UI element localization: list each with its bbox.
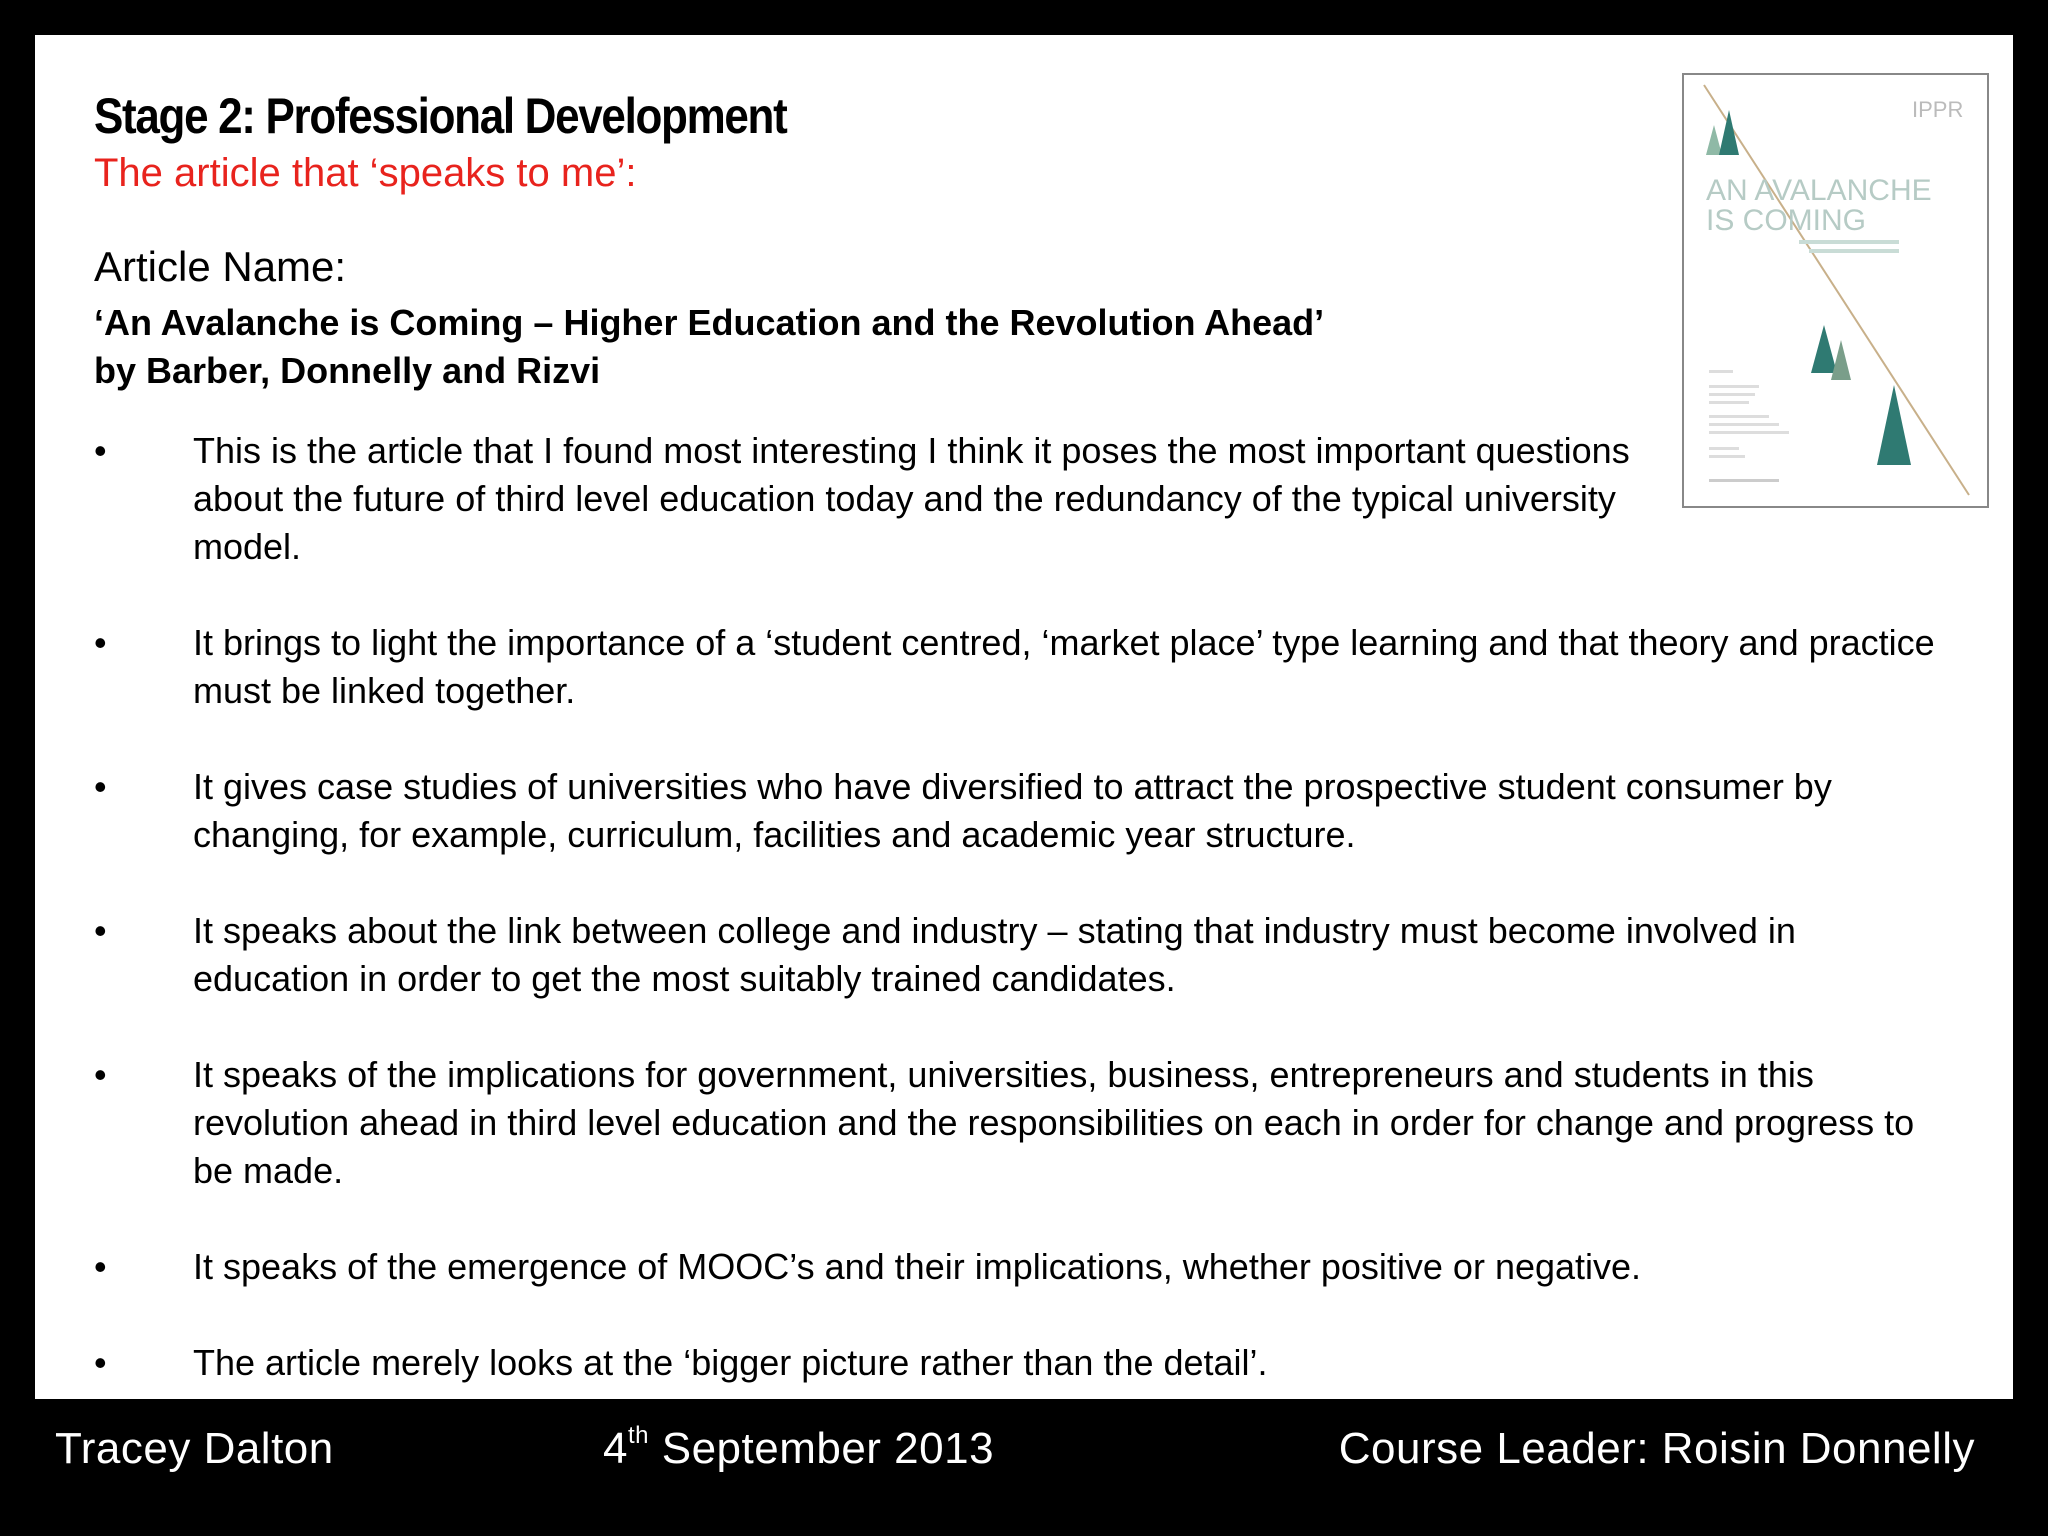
bullet-text: It speaks of the implications for government, universities, business, entrepreneurs and students in this revolution ahead in third level education and the responsibilities on each in order for change and progress to be made. bbox=[193, 1054, 1915, 1191]
cover-illustration bbox=[1684, 75, 1987, 506]
bullet-text: It speaks of the emergence of MOOC’s and their implications, whether positive or negative. bbox=[193, 1246, 1642, 1287]
bullet-item bbox=[94, 1243, 1954, 1291]
bullet-list bbox=[94, 427, 1954, 1387]
footer-date-day: 4 bbox=[603, 1424, 628, 1473]
cover-text-bar bbox=[1709, 423, 1779, 426]
bullet-text: It gives case studies of universities who have diversified to attract the prospective student consumer by changing, for example, curriculum, facilities and academic year structure. bbox=[193, 766, 1832, 855]
bullet-symbol: • bbox=[94, 1342, 107, 1383]
tree-icon bbox=[1831, 340, 1851, 380]
footer-date-suffix: th bbox=[627, 1422, 649, 1449]
footer-author: Tracey Dalton bbox=[55, 1424, 334, 1473]
footer-date bbox=[603, 1424, 994, 1474]
tree-icon bbox=[1811, 325, 1837, 373]
article-label: Article Name: bbox=[94, 243, 347, 290]
article-cover-image bbox=[1682, 73, 1989, 508]
slide-title: Stage 2: Professional Development bbox=[94, 88, 787, 144]
cover-text-bar bbox=[1709, 401, 1749, 404]
cover-text-bar bbox=[1709, 431, 1789, 434]
cover-text-bar bbox=[1709, 385, 1759, 388]
cover-title-line1: AN AVALANCHE bbox=[1706, 174, 1932, 207]
cover-subtitle-bar bbox=[1809, 249, 1899, 253]
cover-text-bar bbox=[1709, 455, 1745, 458]
bullet-text: It brings to light the importance of a ‘student centred, ‘market place’ type learning and that theory and practice must be linked together. bbox=[193, 622, 1935, 711]
cover-publisher: IPPR bbox=[1912, 97, 1964, 122]
footer-course-leader: Course Leader: Roisin Donnelly bbox=[1338, 1424, 1975, 1473]
bullet-item bbox=[94, 427, 1728, 571]
article-name bbox=[94, 299, 1324, 395]
bullet-item bbox=[94, 907, 1954, 1003]
cover-title-line2: IS COMING bbox=[1706, 204, 1867, 237]
bullet-item bbox=[94, 1339, 1954, 1387]
bullet-text: It speaks about the link between college and industry – stating that industry must become involved in education in order to get the most suitably trained candidates. bbox=[193, 910, 1796, 999]
cover-text-bar bbox=[1709, 447, 1739, 450]
bullet-symbol: • bbox=[94, 1054, 107, 1095]
bullet-symbol: • bbox=[94, 430, 107, 471]
cover-text-bar bbox=[1709, 415, 1769, 418]
article-authors: by Barber, Donnelly and Rizvi bbox=[94, 350, 601, 391]
bullet-symbol: • bbox=[94, 766, 107, 807]
slide bbox=[35, 35, 2013, 1399]
bullet-item bbox=[94, 763, 1954, 859]
bullet-item bbox=[94, 1051, 1954, 1195]
bullet-text: The article merely looks at the ‘bigger picture rather than the detail’. bbox=[193, 1342, 1268, 1383]
slide-subtitle: The article that ‘speaks to me’: bbox=[94, 151, 637, 195]
cover-subtitle-bar bbox=[1799, 240, 1899, 244]
bullet-item bbox=[94, 619, 1954, 715]
tree-icon bbox=[1706, 125, 1722, 155]
tree-icon bbox=[1719, 110, 1739, 155]
bullet-symbol: • bbox=[94, 1246, 107, 1287]
bullet-symbol: • bbox=[94, 910, 107, 951]
cover-text-bar bbox=[1709, 393, 1755, 396]
article-title: ‘An Avalanche is Coming – Higher Education and the Revolution Ahead’ bbox=[94, 302, 1325, 343]
bullet-text: This is the article that I found most interesting I think it poses the most important questions about the future of third level education today and the redundancy of the typical university model. bbox=[193, 430, 1630, 567]
footer-date-rest: September 2013 bbox=[649, 1424, 995, 1473]
cover-text-bar bbox=[1709, 370, 1733, 373]
bullet-symbol: • bbox=[94, 622, 107, 663]
cover-text-bar bbox=[1709, 479, 1779, 482]
